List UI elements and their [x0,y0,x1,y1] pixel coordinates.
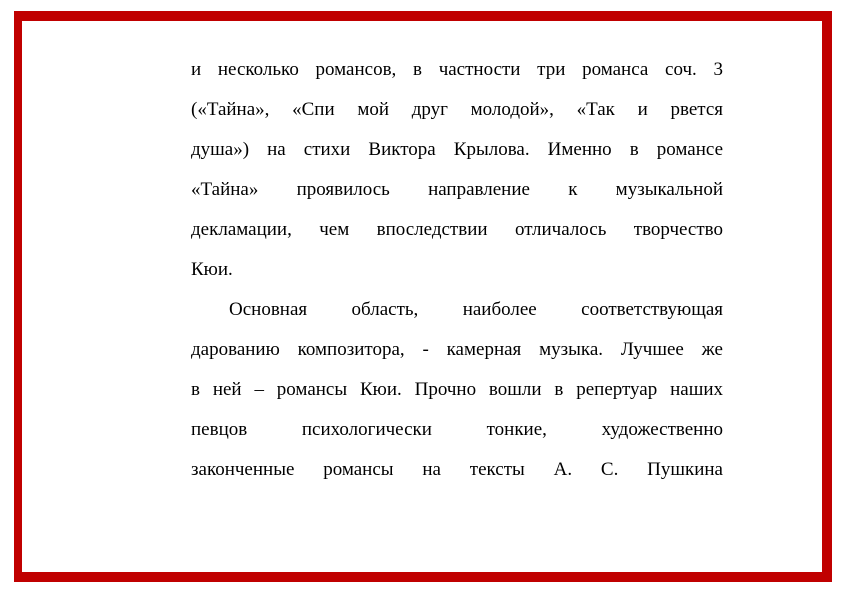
text-block [191,50,723,490]
text-line: «Тайна» проявилось направление к музыкальной [191,179,723,200]
text-line: законченные романсы на тексты А. С. Пушкина [191,459,723,480]
text-line: душа») на стихи Виктора Крылова. Именно в романсе [191,139,723,160]
paragraph-start-line: Основная область, наиболее соответствующая [229,299,723,320]
text-line: Кюи. [191,259,233,280]
frame-border-bottom [14,577,832,582]
text-line: певцов психологически тонкие, художественно [191,419,723,440]
text-line: в ней – романсы Кюи. Прочно вошли в репертуар наших [191,379,723,400]
text-line: дарованию композитора, - камерная музыка. Лучшее же [191,339,723,360]
text-line: декламации, чем впоследствии отличалось творчество [191,219,723,240]
text-line: («Тайна», «Спи мой друг молодой», «Так и рвется [191,99,723,120]
text-line: и несколько романсов, в частности три романса соч. 3 [191,59,723,80]
frame-border-right [827,14,832,582]
